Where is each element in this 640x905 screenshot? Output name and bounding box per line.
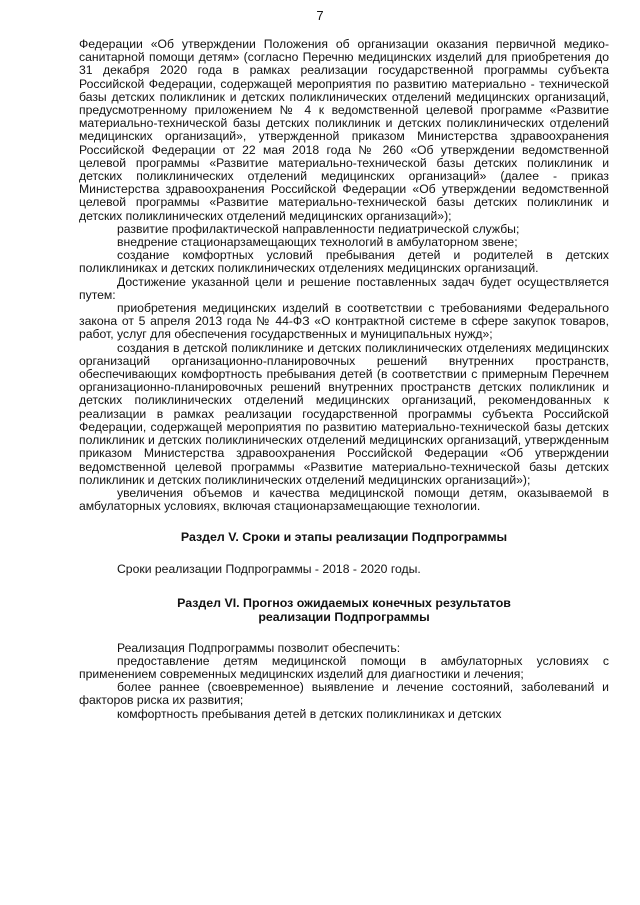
intro-paragraph: Федерации «Об утверждении Положения об организации оказания первичной медико-санитарной помощи детям» (согласно Перечню медицинских изделий для приобретения до 31 декабря 2020 года в рамках реализации государственной программы субъекта Российской Федерации, содержащей мероприятия по развитию материально - технической базы детских поликлиник и детских поликлинических отделений медицинских организаций, предусмотренному приложением № 4 к ведомственной целевой программе «Развитие материально-технической базы детских поликлиник и детских поликлинических отделений медицинских организаций», утвержденной приказом Министерства здравоохранения Российской Федерации от 22 мая 2018 года № 260 «Об утверждении ведомственной целевой программы «Развитие материально-технической базы детских поликлиник и детских поликлинических отделений медицинских организаций» (далее - приказ Министерства здравоохранения Российской Федерации «Об утверждении ведомственной целевой программы «Развитие материально-технической базы детских поликлиник и детских поликлинических отделений медицинских организаций»); — [79, 37, 609, 223]
result-item: предоставление детям медицинской помощи в амбулаторных условиях с применением современных медицинских изделий для диагностики и лечения; — [79, 653, 609, 681]
result-item: комфортность пребывания детей в детских поликлиниках и детских — [117, 706, 502, 721]
document-body — [79, 38, 609, 721]
section-5-heading: Раздел V. Сроки и этапы реализации Подпрограммы — [180, 530, 508, 545]
section-6-heading-line-2: реализации Подпрограммы — [258, 609, 430, 624]
section-5-text: Сроки реализации Подпрограммы - 2018 - 2020 годы. — [117, 562, 421, 577]
method-item: увеличения объемов и качества медицинской помощи детям, оказываемой в амбулаторных условиях, включая стационарзамещающие технологии. — [79, 485, 609, 514]
task-item: внедрение стационарзамещающих технологий в амбулаторном звене; — [117, 235, 518, 250]
task-item: создание комфортных условий пребывания детей и родителей в детских поликлиниках и детских поликлинических отделениях медицинских организаций. — [79, 248, 609, 276]
section-6-heading-line-1: Раздел VI. Прогноз ожидаемых конечных результатов — [177, 595, 511, 610]
method-item: создания в детской поликлинике и детских поликлинических отделениях медицинских организаций организационно-планировочных решений внутренних пространств, обеспечивающих комфортность пребывания детей (в соответствии с примерным Перечнем организационно-планировочных решений внутренних пространств детских поликлиник и детских поликлинических отделений медицинских организаций, рекомендованных к реализации в рамках реализации государственной программы субъекта Российской Федерации, содержащей мероприятия по развитию материально-технической базы детских поликлиник и детских поликлинических отделений медицинских организаций, утвержденным приказом Министерства здравоохранения Российской Федерации «Об утверждении ведомственной целевой программы «Развитие материально-технической базы детских поликлиник и детских поликлинических отделений медицинских организаций»); — [79, 340, 609, 487]
task-item: развитие профилактической направленности педиатрической службы; — [117, 221, 520, 236]
goal-paragraph: Достижение указанной цели и решение поставленных задач будет осуществляется путем: — [79, 274, 609, 302]
section-6-lead: Реализация Подпрограммы позволит обеспечить: — [117, 640, 401, 655]
method-item: приобретения медицинских изделий в соответствии с требованиями Федерального закона от 5 апреля 2013 года № 44-ФЗ «О контрактной системе в сфере закупок товаров, работ, услуг для обеспечения государственных и муниципальных нужд»; — [79, 301, 609, 342]
result-item: более раннее (своевременное) выявление и лечение состояний, заболеваний и факторов риска их развития; — [79, 680, 609, 708]
section-6-heading — [79, 596, 609, 624]
page-number: 7 — [316, 8, 324, 23]
